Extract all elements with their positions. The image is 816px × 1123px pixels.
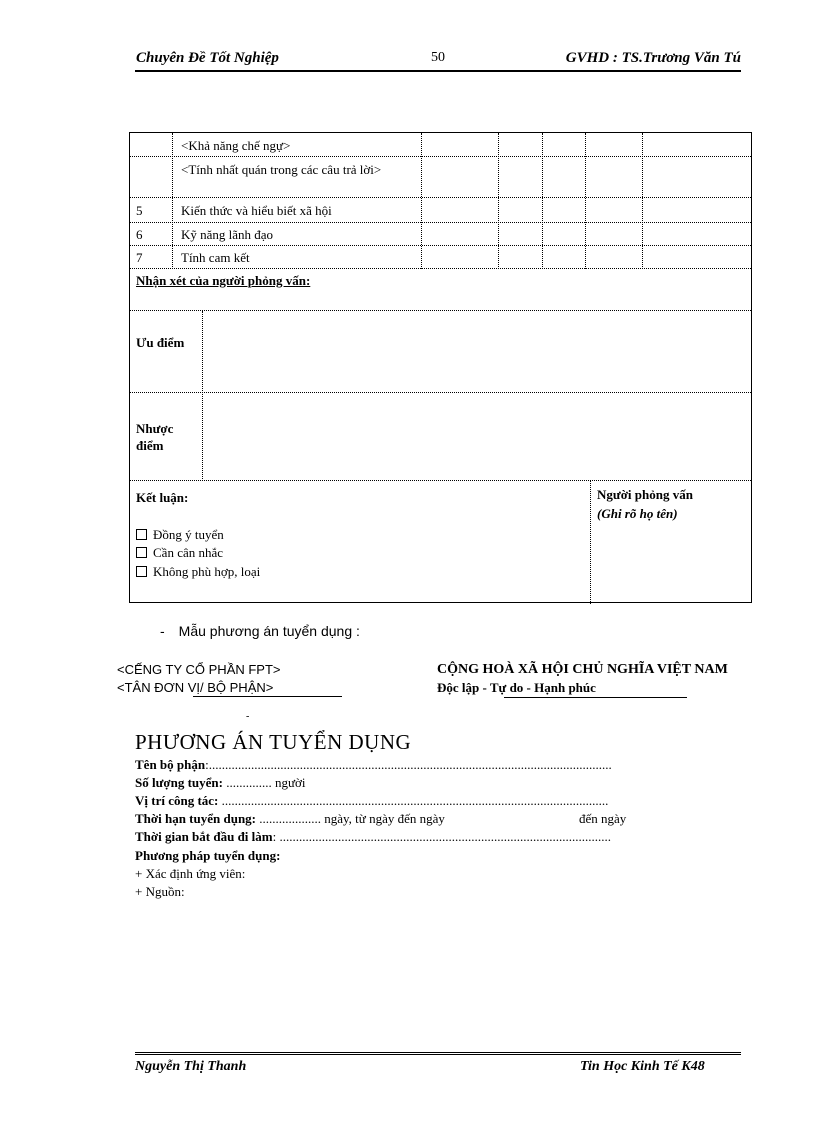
deadline-extra: đến ngày: [579, 811, 627, 826]
quantity-line: Số lượng tuyển: .............. người: [135, 775, 306, 790]
option-reject[interactable]: Không phù hợp, loại: [136, 563, 260, 580]
intro-bullet: - Mẫu phương án tuyển dụng :: [160, 623, 360, 639]
position-line: Vị trí công tác: .......................................................................................................................: [135, 793, 609, 808]
page-number: 50: [431, 50, 445, 65]
criterion-leadership: Kỹ năng lãnh đạo: [181, 227, 274, 242]
interviewer-note: (Ghi rõ họ tên): [597, 506, 678, 521]
criterion-number: 7: [136, 250, 143, 265]
header-left-title: Chuyên Đề Tốt Nghiệp: [136, 50, 279, 66]
method-label: Phương pháp tuyển dụng:: [135, 848, 281, 863]
option-consider[interactable]: Cần cân nhắc: [136, 544, 223, 561]
start-line: Thời gian bắt đầu đi làm: ......................................................................................................: [135, 829, 611, 844]
page-header: [135, 48, 741, 72]
comments-label: Nhận xét của người phỏng vấn:: [136, 273, 311, 288]
footer-author: Nguyễn Thị Thanh: [135, 1059, 247, 1074]
motto: Độc lập - Tự do - Hạnh phúc: [437, 680, 596, 695]
criterion-social-knowledge: Kiến thức và hiểu biết xã hội: [181, 203, 332, 218]
criterion-consistency: <Tính nhất quán trong các câu trả lời>: [181, 162, 382, 177]
department-name: <TÂN ĐƠN VỊ/ BỘ PHẬN>: [117, 680, 274, 695]
deadline-line: Thời hạn tuyển dụng: ................... ngày, từ ngày đến ngày: [135, 811, 445, 826]
criterion-number: 6: [136, 227, 143, 242]
criterion-number: 5: [136, 203, 143, 218]
footer-rule: [135, 1052, 741, 1055]
plan-title: PHƯƠNG ÁN TUYỂN DỤNG: [135, 730, 412, 754]
checkbox-icon[interactable]: [136, 529, 147, 540]
interviewer-label: Người phỏng vấn: [597, 487, 693, 502]
checkbox-icon[interactable]: [136, 547, 147, 558]
criterion-self-control: <Khả năng chế ngự>: [181, 138, 291, 153]
evaluation-table: [129, 132, 752, 603]
method-item: + Nguồn:: [135, 884, 185, 899]
header-right-title: GVHD : TS.Trương Văn Tú: [565, 50, 741, 66]
dept-line: Tên bộ phận:............................................................................................................................: [135, 757, 612, 772]
weaknesses-label: Nhược điểm: [136, 421, 174, 453]
strengths-label: Ưu điểm: [136, 335, 185, 350]
checkbox-icon[interactable]: [136, 566, 147, 577]
method-item: + Xác định ứng viên:: [135, 866, 246, 881]
motto-underline: [504, 697, 687, 698]
conclusion-label: Kết luận:: [136, 490, 189, 505]
company-name: <CẾNG TY CỔ PHẦN FPT>: [117, 662, 281, 677]
dash-mark: -: [246, 711, 250, 722]
country-title: CỘNG HOÀ XÃ HỘI CHỦ NGHĨA VIỆT NAM: [437, 662, 728, 677]
option-accept[interactable]: Đồng ý tuyển: [136, 526, 224, 543]
criterion-commitment: Tính cam kết: [181, 250, 250, 265]
department-underline: [193, 696, 342, 697]
footer-course: Tin Học Kinh Tế K48: [580, 1059, 705, 1074]
